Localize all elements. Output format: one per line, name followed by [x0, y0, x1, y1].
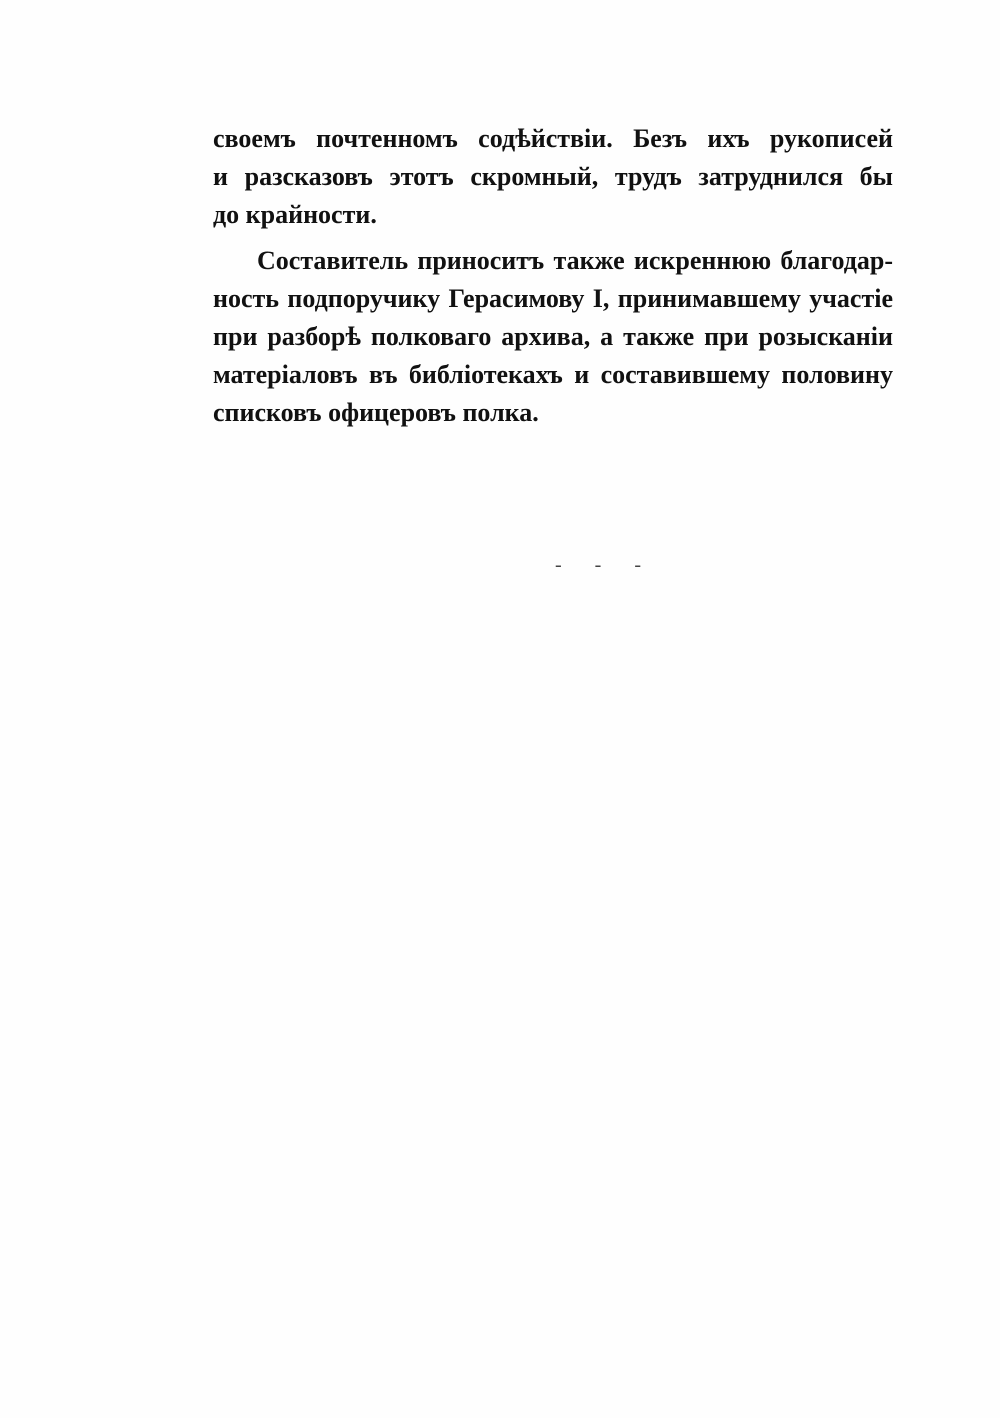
text-line: списковъ офицеровъ полка.	[213, 398, 539, 427]
body-text	[213, 120, 893, 432]
paragraph-2	[213, 242, 893, 432]
paragraph-1	[213, 120, 893, 234]
text-line: матеріаловъ въ библіотекахъ и составившему половину	[213, 360, 893, 389]
text-line: ность подпоручику Герасимову I, принимавшему участіе	[213, 284, 893, 313]
text-line: своемъ почтенномъ содѣйствіи. Безъ ихъ рукописей	[213, 124, 893, 153]
section-separator: - - -	[555, 554, 655, 576]
text-line: Составитель приноситъ также искреннюю благодар-	[257, 246, 893, 275]
text-line: до крайности.	[213, 200, 377, 229]
text-line: при разборѣ полковаго архива, а также при розысканіи	[213, 322, 893, 351]
text-line: и разсказовъ этотъ скромный, трудъ затруднился бы	[213, 162, 893, 191]
